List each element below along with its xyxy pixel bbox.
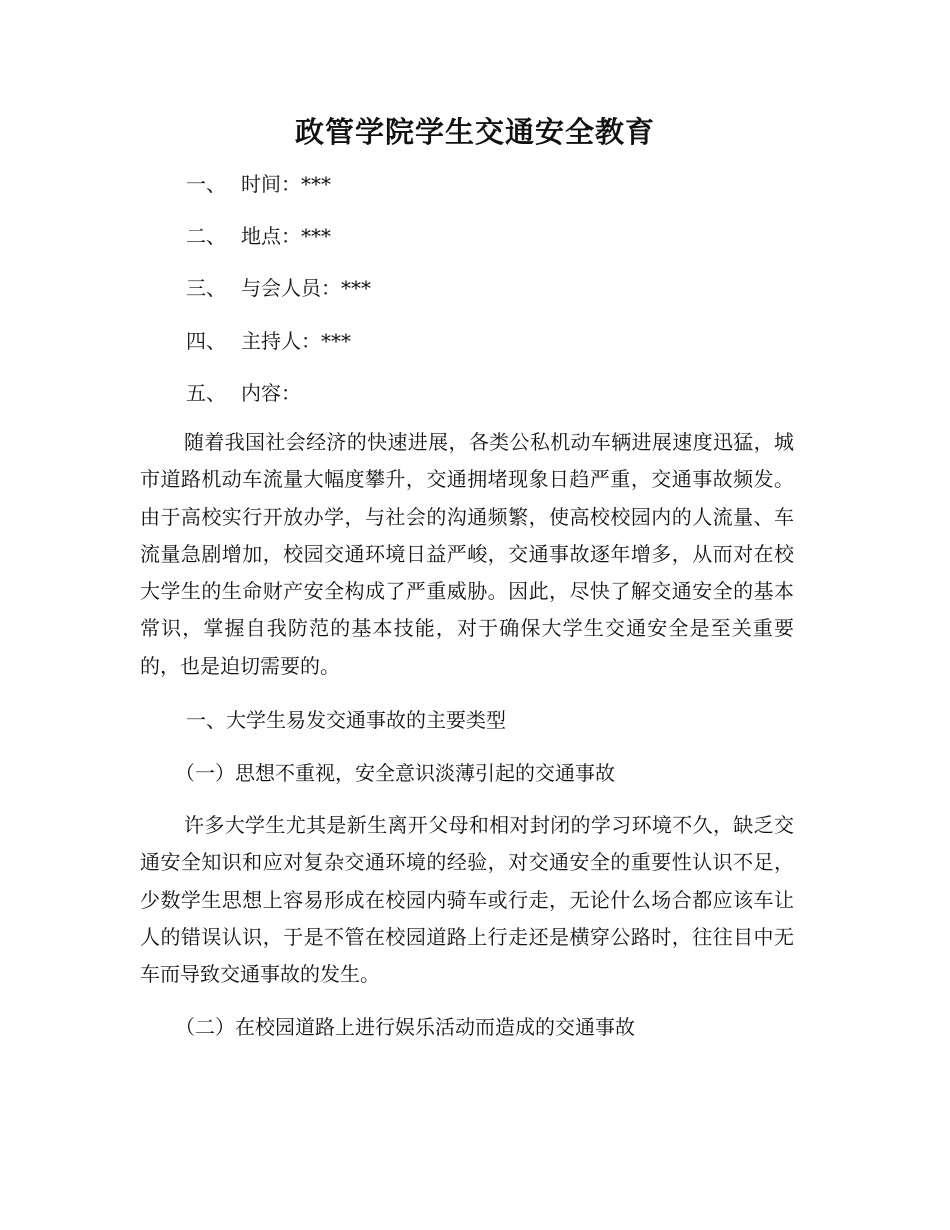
info-item-number: 二、 [186, 224, 226, 248]
intro-paragraph: 随着我国社会经济的快速进展，各类公私机动车辆进展速度迅猛，城市道路机动车流量大幅度攀升，交通拥堵现象日趋严重，交通事故频发。由于高校实行开放办学，与社会的沟通频繁，使高校校园内的人流量、车流量急剧增加，校园交通环境日益严峻，交通事故逐年增多，从而对在校大学生的生命财产安全构成了严重威胁。因此，尽快了解交通安全的基本常识，掌握自我防范的基本技能，对于确保大学生交通安全是至关重要的，也是迫切需要的。 [140, 430, 794, 678]
body-paragraph: 许多大学生尤其是新生离开父母和相对封闭的学习环境不久，缺乏交通安全知识和应对复杂交通环境的经验，对交通安全的重要性认识不足，少数学生思想上容易形成在校园内骑车或行走，无论什么场合都应该车让人的错误认识，于是不管在校园道路上行走还是横穿公路时，往往目中无车而导致交通事故的发生。 [140, 813, 794, 987]
info-item-host [186, 326, 351, 356]
info-item-time [186, 169, 331, 199]
info-item-text: 内容： [241, 381, 301, 405]
info-item-text: 地点：*** [241, 224, 331, 248]
info-item-text: 主持人：*** [241, 329, 351, 353]
info-item-text: 与会人员：*** [241, 276, 371, 300]
info-item-content [186, 378, 301, 408]
info-item-text: 时间：*** [241, 172, 331, 196]
info-item-number: 三、 [186, 276, 226, 300]
subsection-heading: （一）思想不重视，安全意识淡薄引起的交通事故 [175, 761, 615, 785]
subsection-heading: （二）在校园道路上进行娱乐活动而造成的交通事故 [175, 1015, 635, 1039]
info-item-attendees [186, 273, 371, 303]
document-title: 政管学院学生交通安全教育 [294, 115, 655, 149]
info-item-number: 五、 [186, 381, 226, 405]
info-item-number: 一、 [186, 172, 226, 196]
info-item-location [186, 221, 331, 251]
section-heading: 一、大学生易发交通事故的主要类型 [186, 708, 506, 732]
info-item-number: 四、 [186, 329, 226, 353]
